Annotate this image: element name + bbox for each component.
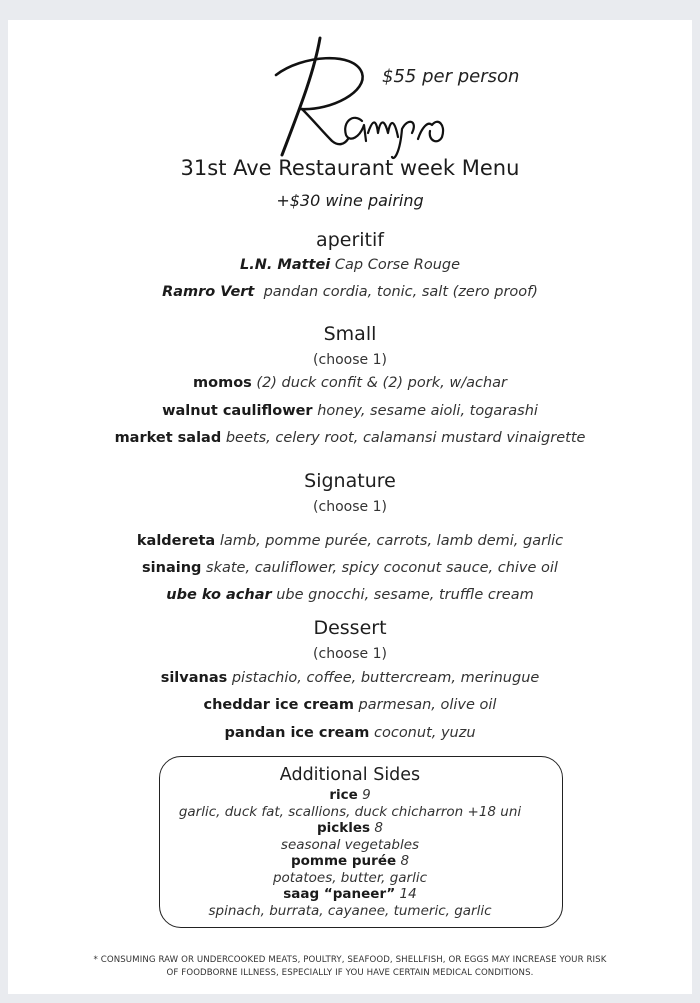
menu-item bbox=[0, 257, 700, 273]
item-name: L.N. Mattei bbox=[239, 257, 331, 273]
small-heading: Small bbox=[323, 323, 377, 345]
aperitif-heading: aperitif bbox=[316, 229, 384, 251]
dessert-heading: Dessert bbox=[313, 617, 387, 639]
item-name: kaldereta bbox=[136, 533, 216, 549]
side-item bbox=[0, 853, 700, 869]
wine-pairing: +$30 wine pairing bbox=[276, 191, 424, 210]
item-desc: beets, celery root, calamansi mustard vinaigrette bbox=[225, 430, 586, 446]
menu-item bbox=[0, 533, 700, 549]
item-name: Ramro Vert bbox=[162, 284, 255, 300]
menu-item bbox=[0, 430, 700, 446]
price-per-person: $55 per person bbox=[382, 66, 520, 87]
side-desc-row bbox=[0, 870, 700, 886]
side-desc-row bbox=[0, 804, 700, 820]
side-desc: spinach, burrata, cayanee, tumeric, garlic bbox=[208, 903, 492, 919]
item-name: ube ko achar bbox=[166, 587, 272, 603]
small-choose: (choose 1) bbox=[313, 352, 387, 368]
ramro-logo bbox=[262, 33, 452, 163]
menu-item bbox=[0, 670, 700, 686]
item-desc: coconut, yuzu bbox=[374, 725, 476, 741]
menu-item bbox=[0, 284, 700, 300]
side-desc-row bbox=[0, 837, 700, 853]
item-name: market salad bbox=[114, 430, 222, 446]
item-desc: Cap Corse Rouge bbox=[334, 257, 461, 273]
item-name: walnut cauliflower bbox=[162, 403, 313, 419]
item-desc: honey, sesame aioli, togarashi bbox=[317, 403, 538, 419]
item-desc: lamb, pomme purée, carrots, lamb demi, garlic bbox=[219, 533, 564, 549]
item-name: pandan ice cream bbox=[224, 725, 370, 741]
side-name: saag “paneer” bbox=[283, 886, 396, 902]
side-item bbox=[0, 787, 700, 803]
item-name: cheddar ice cream bbox=[203, 697, 354, 713]
health-warning-line2: OF FOODBORNE ILLNESS, ESPECIALLY IF YOU HAVE CERTAIN MEDICAL CONDITIONS. bbox=[166, 968, 534, 978]
item-name: sinaing bbox=[142, 560, 202, 576]
item-desc: ube gnocchi, sesame, truffle cream bbox=[276, 587, 534, 603]
menu-item bbox=[0, 587, 700, 603]
signature-choose: (choose 1) bbox=[313, 499, 387, 515]
menu-item bbox=[0, 375, 700, 391]
health-warning-line1: * CONSUMING RAW OR UNDERCOOKED MEATS, POULTRY, SEAFOOD, SHELLFISH, OR EGGS MAY INCREASE YOUR RISK bbox=[93, 955, 607, 965]
item-desc: pistachio, coffee, buttercream, merinugue bbox=[231, 670, 540, 686]
menu-item bbox=[0, 560, 700, 576]
sides-heading: Additional Sides bbox=[279, 765, 421, 785]
item-desc: skate, cauliflower, spicy coconut sauce, chive oil bbox=[206, 560, 558, 576]
item-desc: parmesan, olive oil bbox=[358, 697, 497, 713]
side-price: 8 bbox=[374, 820, 383, 836]
side-name: pomme purée bbox=[290, 853, 397, 869]
side-price: 8 bbox=[400, 853, 410, 869]
dessert-choose: (choose 1) bbox=[313, 646, 387, 662]
menu-item bbox=[0, 403, 700, 419]
side-item bbox=[0, 820, 700, 836]
side-name: rice bbox=[329, 787, 358, 803]
side-price: 9 bbox=[362, 787, 371, 803]
item-name: momos bbox=[193, 375, 252, 391]
side-desc: garlic, duck fat, scallions, duck chicharron +18 uni bbox=[178, 804, 522, 820]
menu-item bbox=[0, 725, 700, 741]
item-name: silvanas bbox=[160, 670, 228, 686]
item-desc: (2) duck confit & (2) pork, w/achar bbox=[256, 375, 507, 391]
signature-heading: Signature bbox=[304, 470, 396, 492]
side-item bbox=[0, 886, 700, 902]
menu-item bbox=[0, 697, 700, 713]
side-desc-row bbox=[0, 903, 700, 919]
side-desc: seasonal vegetables bbox=[280, 837, 420, 853]
side-desc: potatoes, butter, garlic bbox=[272, 870, 428, 886]
side-price: 14 bbox=[399, 886, 417, 902]
side-name: pickles bbox=[317, 820, 371, 836]
item-desc: pandan cordia, tonic, salt (zero proof) bbox=[263, 284, 538, 300]
menu-title: 31st Ave Restaurant week Menu bbox=[180, 156, 520, 180]
